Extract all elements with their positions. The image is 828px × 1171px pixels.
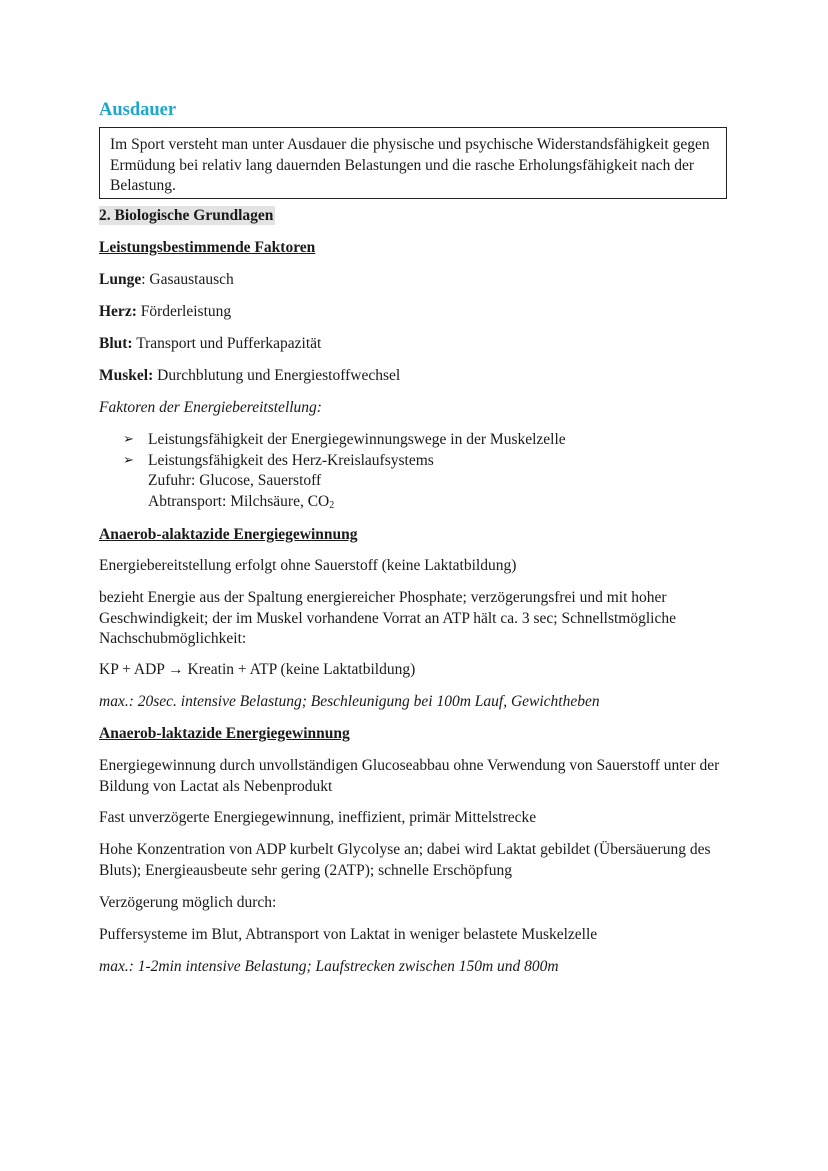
list-item: [123, 451, 566, 517]
factor-text: Durchblutung und Energiestoffwechsel: [157, 367, 401, 384]
alaktazid-heading: Anaerob-alaktazide Energiegewinnung: [99, 526, 358, 543]
energy-bullet-list: [123, 430, 566, 516]
bullet-subline: [148, 492, 566, 517]
laktazid-p4: Verzögerung möglich durch:: [99, 894, 277, 911]
bullet-text: Leistungsfähigkeit der Energiegewinnungswege in der Muskelzelle: [148, 431, 566, 448]
subscript: 2: [329, 499, 335, 511]
factor-term: Lunge: [99, 271, 142, 288]
laktazid-p5: Puffersysteme im Blut, Abtransport von Laktat in weniger belastete Muskelzelle: [99, 926, 598, 943]
bullet-text: Leistungsfähigkeit des Herz-Kreislaufsystems: [148, 451, 434, 469]
factor-blut: [99, 334, 321, 355]
factor-term: Blut:: [99, 335, 133, 352]
alaktazid-max: max.: 20sec. intensive Belastung; Beschleunigung bei 100m Lauf, Gewichtheben: [99, 693, 600, 710]
bullet-subline-text: Abtransport: Milchsäure, CO: [148, 492, 330, 510]
factor-herz: [99, 302, 231, 323]
laktazid-p2: Fast unverzögerte Energiegewinnung, ineffizient, primär Mittelstrecke: [99, 809, 537, 826]
arrow-bullet-icon: ➢: [123, 432, 134, 447]
factor-text: Gasaustausch: [149, 271, 234, 288]
laktazid-p3: Hohe Konzentration von ADP kurbelt Glycolyse an; dabei wird Laktat gebildet (Übersäuerung des Bluts); Energieausbeute sehr gering (2ATP); schnelle Erschöpfung: [99, 841, 711, 879]
factor-text: Förderleistung: [140, 303, 232, 320]
section-heading: [99, 206, 275, 227]
section-heading-text: 2. Biologische Grundlagen: [99, 207, 274, 224]
page-title: Ausdauer: [99, 100, 177, 120]
alaktazid-p1: Energiebereitstellung erfolgt ohne Sauerstoff (keine Laktatbildung): [99, 557, 517, 574]
laktazid-heading: Anaerob-laktazide Energiegewinnung: [99, 725, 350, 742]
energy-heading: Faktoren der Energiebereitstellung:: [99, 399, 322, 416]
factor-term: Muskel:: [99, 367, 154, 384]
factor-term: Herz:: [99, 303, 137, 320]
laktazid-p1: Energiegewinnung durch unvollständigen Glucoseabbau ohne Verwendung von Sauerstoff unter der Bildung von Lactat als Nebenprodukt: [99, 757, 720, 795]
laktazid-max: max.: 1-2min intensive Belastung; Laufstrecken zwischen 150m und 800m: [99, 958, 559, 975]
factors-heading: Leistungsbestimmende Faktoren: [99, 239, 316, 256]
bullet-subline: Zufuhr: Glucose, Sauerstoff: [148, 472, 322, 489]
list-item: [123, 430, 566, 451]
alaktazid-formula: KP + ADP → Kreatin + ATP (keine Laktatbildung): [99, 661, 416, 678]
arrow-bullet-icon: ➢: [123, 452, 134, 468]
factor-sep: :: [141, 271, 150, 288]
alaktazid-p2: bezieht Energie aus der Spaltung energiereicher Phosphate; verzögerungsfrei und mit hoher Geschwindigkeit; der im Muskel vorhandene Vorrat an ATP hält ca. 3 sec; Schnellstmögliche Nachschubmöglichkeit:: [99, 589, 676, 647]
factor-text: Transport und Pufferkapazität: [136, 335, 322, 352]
definition-box: Im Sport versteht man unter Ausdauer die physische und psychische Widerstandsfähigkeit gegen Ermüdung bei relativ lang dauernden Belastungen und die rasche Erholungsfähigkeit nach der Belastung.: [99, 127, 727, 199]
factor-lunge: [99, 270, 234, 291]
factor-muskel: [99, 366, 400, 387]
